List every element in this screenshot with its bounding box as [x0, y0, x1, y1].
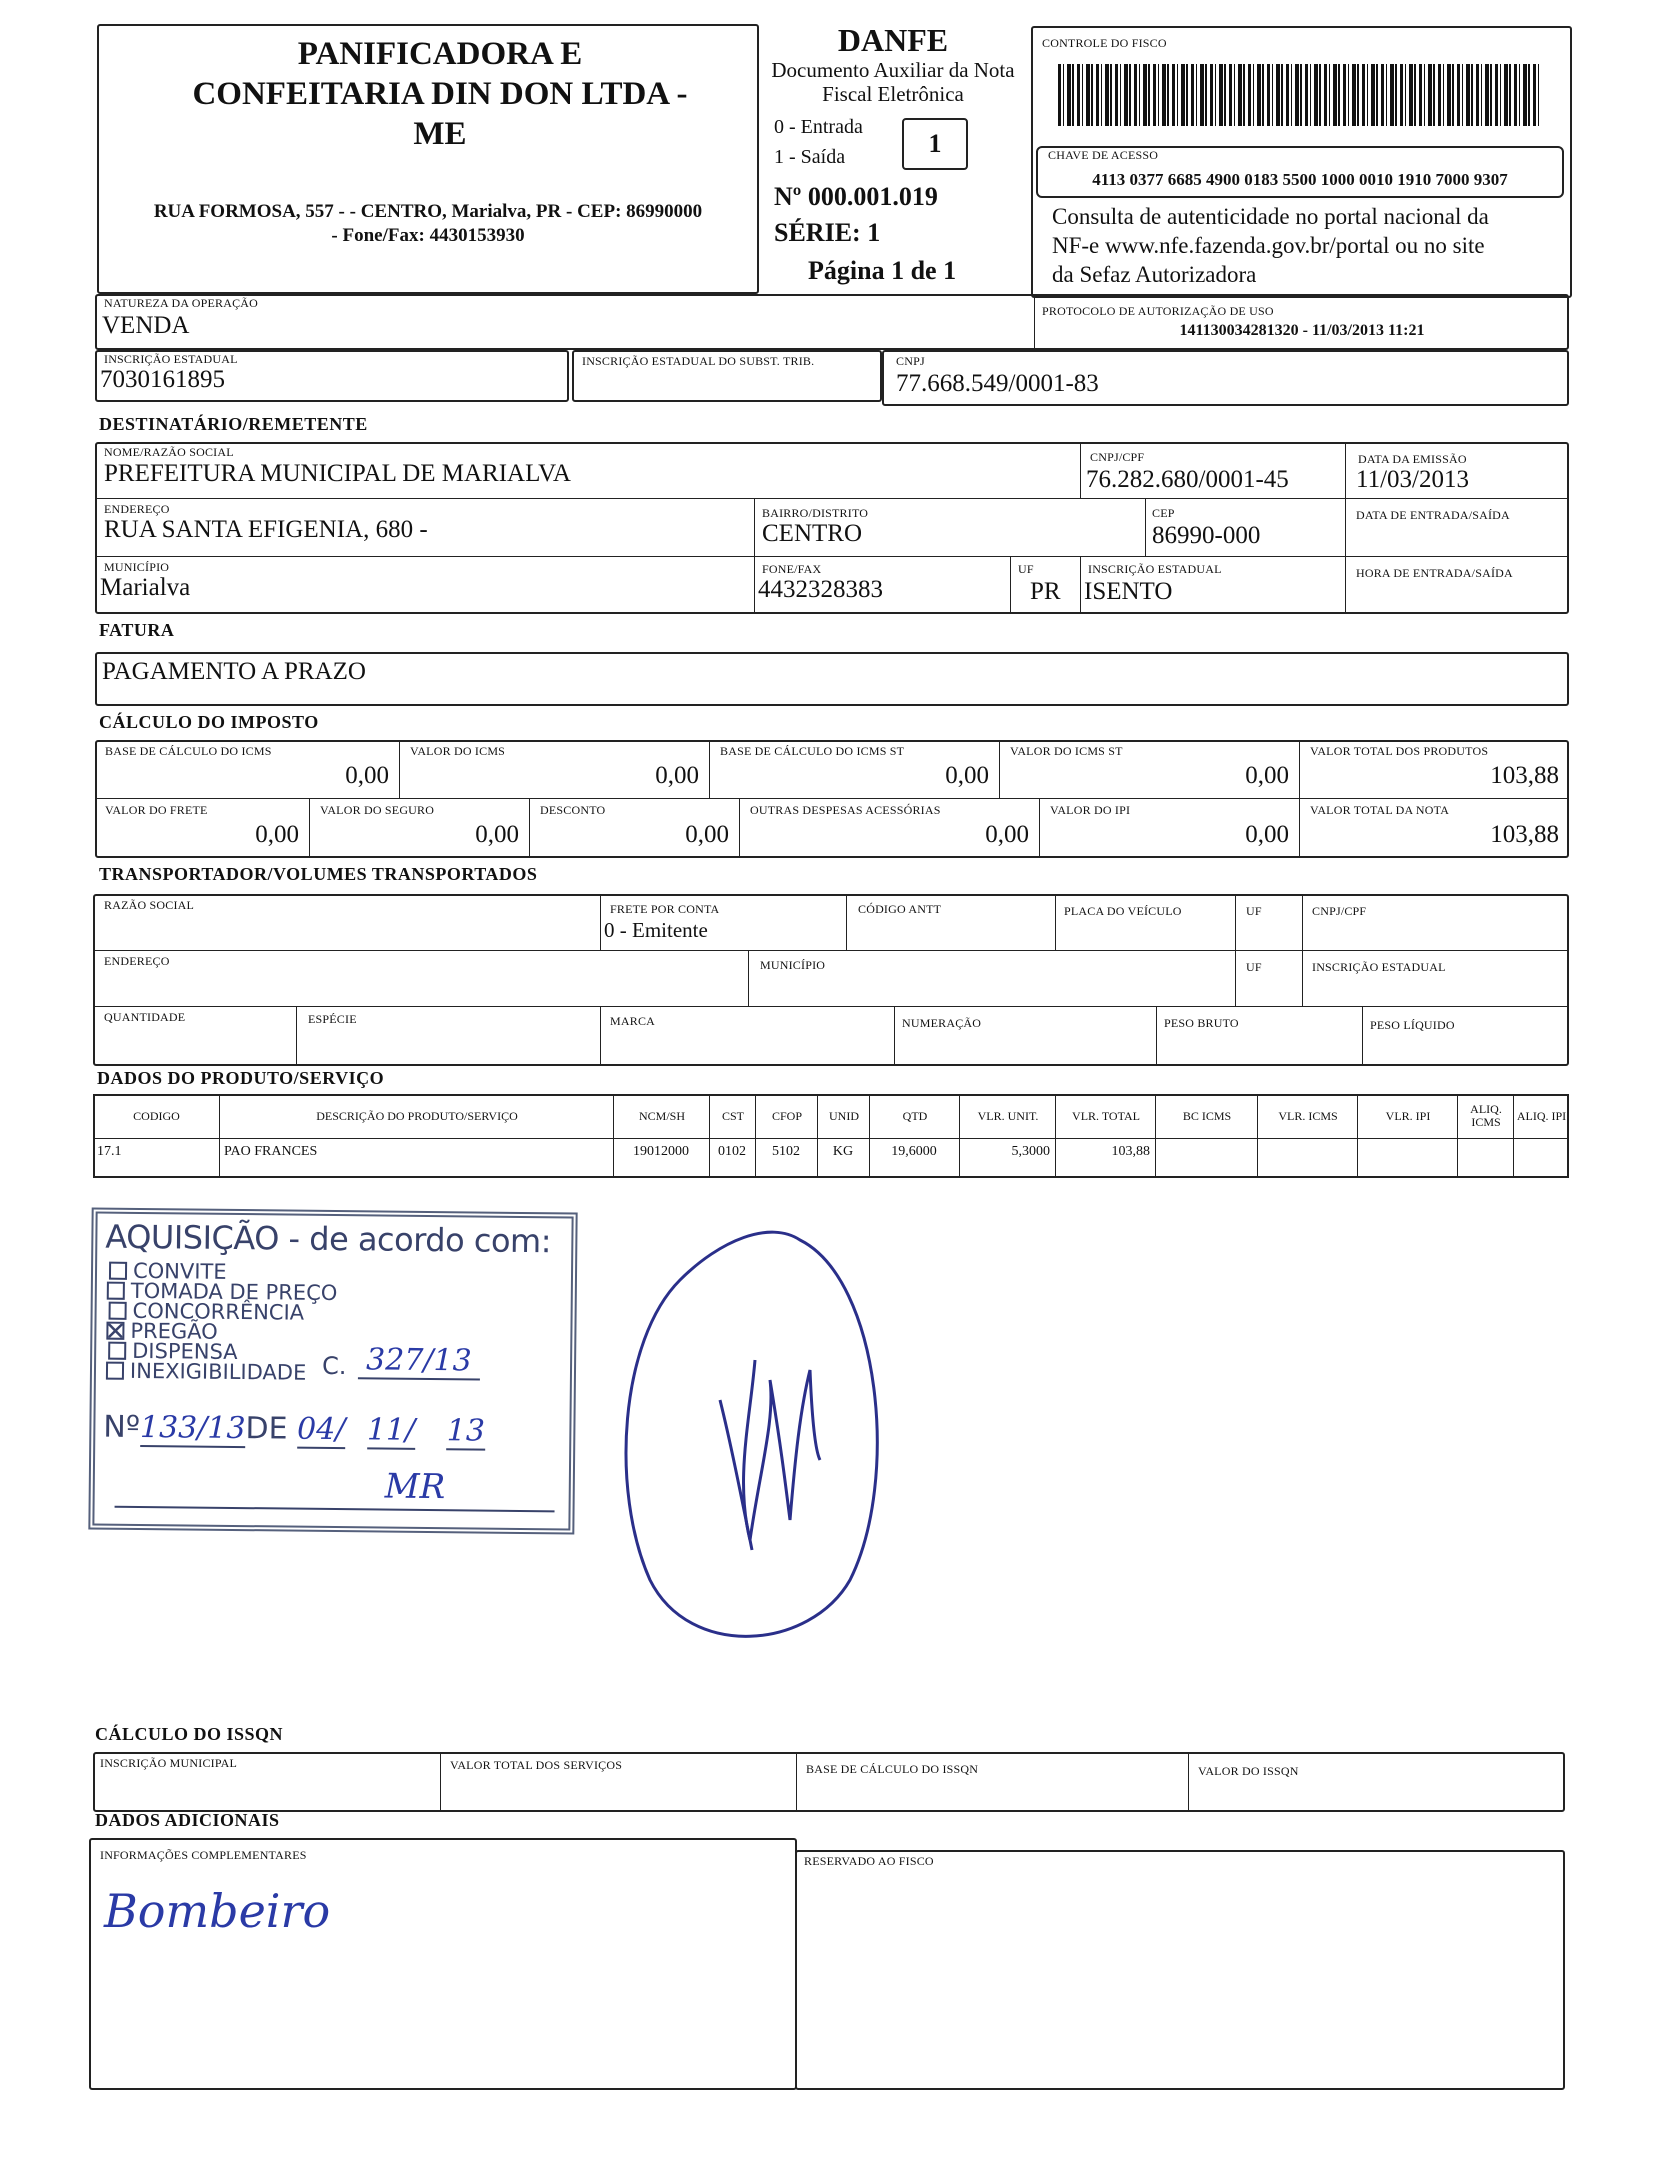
danfe-block	[758, 22, 1028, 292]
transp-uf2-label: UF	[1246, 960, 1262, 974]
produtos-column	[870, 1094, 960, 1178]
stamp-option-label: PREGÃO	[130, 1318, 218, 1344]
signature-scribble	[744, 1360, 820, 1540]
transp-ie-label: INSCRIÇÃO ESTADUAL	[1312, 960, 1446, 974]
issqn-servicos-label: VALOR TOTAL DOS SERVIÇOS	[450, 1758, 623, 1772]
fatura-text: PAGAMENTO A PRAZO	[102, 658, 366, 685]
stamp-signature-line	[115, 1506, 555, 1513]
dest-endereco: RUA SANTA EFIGENIA, 680 -	[104, 516, 428, 543]
imposto-row1-value: 0,00	[1245, 762, 1289, 789]
produtos-column	[1258, 1094, 1358, 1178]
consulta-line3: da Sefaz Autorizadora	[1052, 262, 1257, 287]
imposto-row1-label: BASE DE CÁLCULO DO ICMS	[105, 744, 272, 758]
produtos-cell-cfop: 5102	[772, 1144, 800, 1159]
produtos-column	[1056, 1094, 1156, 1178]
imposto-row2-label: VALOR DO FRETE	[105, 803, 208, 817]
info-label: INFORMAÇÕES COMPLEMENTARES	[100, 1848, 307, 1862]
stamp-de-label: DE	[245, 1411, 288, 1447]
imposto-row2-value: 0,00	[685, 821, 729, 848]
produtos-cell-descricao: PAO FRANCES	[224, 1144, 318, 1159]
transp-hline-1	[93, 950, 1569, 951]
produtos-column	[1156, 1094, 1258, 1178]
imposto-row2-value: 0,00	[255, 821, 299, 848]
transporte-heading: TRANSPORTADOR/VOLUMES TRANSPORTADOS	[99, 864, 538, 884]
issuer-phone: - Fone/Fax: 4430153930	[331, 225, 525, 246]
transp-frete-label: FRETE POR CONTA	[610, 902, 720, 916]
dest-fone: 4432328383	[758, 576, 883, 603]
issqn-valor-label: VALOR DO ISSQN	[1198, 1764, 1299, 1778]
produtos-header-cell: UNID	[829, 1108, 859, 1123]
fatura-heading: FATURA	[99, 620, 175, 640]
transp-placa-label: PLACA DO VEÍCULO	[1064, 904, 1182, 918]
imposto-row2-value: 103,88	[1490, 821, 1559, 848]
dest-fone-label: FONE/FAX	[762, 562, 822, 576]
dest-ie: ISENTO	[1084, 578, 1173, 605]
imposto-row1-label: BASE DE CÁLCULO DO ICMS ST	[720, 744, 905, 758]
imposto-row2-cell	[1300, 799, 1569, 857]
produtos-header-cell: BC ICMS	[1182, 1108, 1232, 1123]
protocolo-label: PROTOCOLO DE AUTORIZAÇÃO DE USO	[1042, 304, 1274, 318]
issqn-v3	[1188, 1752, 1189, 1812]
danfe-title: DANFE	[837, 22, 949, 58]
imposto-row1-label: VALOR TOTAL DOS PRODUTOS	[1310, 744, 1489, 758]
protocolo-value: 141130034281320 - 11/03/2013 11:21	[1179, 322, 1425, 339]
produtos-column	[1358, 1094, 1458, 1178]
dest-nome: PREFEITURA MUNICIPAL DE MARIALVA	[104, 460, 571, 487]
danfe-subtitle1: Documento Auxiliar da Nota	[771, 58, 1015, 82]
issuer-name-line2: CONFEITARIA DIN DON LTDA -	[192, 76, 688, 112]
imposto-row1-label: VALOR DO ICMS	[410, 744, 506, 758]
produtos-header-cell: ALIQ. IPI	[1516, 1108, 1567, 1123]
dest-entrada-label: DATA DE ENTRADA/SAÍDA	[1356, 508, 1510, 522]
transp-numeracao-label: NUMERAÇÃO	[902, 1016, 982, 1030]
fisco-reservado-label: RESERVADO AO FISCO	[804, 1854, 934, 1868]
imposto-row1-label: VALOR DO ICMS ST	[1010, 744, 1123, 758]
ie-value: 7030161895	[100, 366, 225, 393]
produtos-header-cell: VLR. ICMS	[1278, 1108, 1338, 1123]
imposto-row1-cell	[1300, 740, 1569, 798]
danfe-saida: 1 - Saída	[774, 146, 846, 168]
produtos-header-cell: CODIGO	[133, 1108, 180, 1123]
dest-emissao: 11/03/2013	[1356, 466, 1469, 493]
imposto-row1-cell	[400, 740, 710, 798]
destinatario-heading: DESTINATÁRIO/REMETENTE	[99, 414, 368, 434]
produtos-cell-cst: 0102	[718, 1144, 746, 1159]
produtos-cell-unit: 5,3000	[1011, 1144, 1050, 1159]
natureza-value: VENDA	[102, 312, 190, 339]
dest-vline-3	[754, 498, 755, 614]
produtos-column	[960, 1094, 1056, 1178]
transp-v11	[1362, 1006, 1363, 1066]
stamp-option-label: TOMADA DE PREÇO	[130, 1278, 338, 1306]
dest-vline-4	[1145, 498, 1146, 556]
dest-ie-label: INSCRIÇÃO ESTADUAL	[1088, 562, 1222, 576]
ie-label: INSCRIÇÃO ESTADUAL	[104, 352, 238, 366]
checkbox-icon	[107, 1282, 125, 1300]
danfe-type-box	[902, 118, 968, 170]
dest-endereco-label: ENDEREÇO	[104, 502, 170, 516]
checkbox-icon	[108, 1342, 126, 1360]
produtos-column	[93, 1094, 220, 1178]
transp-v4	[1235, 894, 1236, 1006]
transp-v1	[600, 894, 601, 950]
transp-endereco-label: ENDEREÇO	[104, 954, 170, 968]
dest-municipio: Marialva	[100, 574, 191, 601]
dest-bairro-label: BAIRRO/DISTRITO	[762, 506, 869, 520]
danfe-numero: Nº 000.001.019	[774, 182, 938, 211]
produtos-header-cell: VLR. TOTAL	[1072, 1108, 1140, 1123]
danfe-type-value: 1	[928, 129, 942, 158]
ie-st-label: INSCRIÇÃO ESTADUAL DO SUBST. TRIB.	[582, 354, 815, 368]
transp-v6	[748, 950, 749, 1006]
imposto-row2-value: 0,00	[1245, 821, 1289, 848]
transp-cnpj-label: CNPJ/CPF	[1312, 904, 1367, 918]
dest-hline-1	[95, 498, 1569, 499]
produtos-header-cell: VLR. IPI	[1385, 1108, 1431, 1123]
issuer-address-line: RUA FORMOSA, 557 - - CENTRO, Marialva, PR - CEP: 86990000	[153, 201, 703, 222]
stamp-option	[106, 1360, 307, 1384]
stamp-c-value: 327/13	[358, 1342, 480, 1380]
imposto-row1-value: 0,00	[345, 762, 389, 789]
transp-liquido-label: PESO LÍQUIDO	[1370, 1018, 1455, 1032]
stamp-day: 04/	[296, 1411, 346, 1448]
consulta-line1: Consulta de autenticidade no portal nacional da	[1052, 204, 1489, 229]
imposto-row2-cell	[530, 799, 740, 857]
transp-v7	[296, 1006, 297, 1066]
produtos-column	[756, 1094, 818, 1178]
issqn-v1	[440, 1752, 441, 1812]
cnpj-label: CNPJ	[896, 354, 925, 368]
produtos-column	[614, 1094, 710, 1178]
imposto-row1-value: 0,00	[655, 762, 699, 789]
imposto-row2-label: OUTRAS DESPESAS ACESSÓRIAS	[750, 803, 941, 817]
issuer-name-line1: PANIFICADORA E	[297, 36, 583, 72]
transp-uf-label: UF	[1246, 904, 1262, 918]
checkbox-icon	[106, 1362, 124, 1380]
transp-frete-value: 0 - Emitente	[604, 918, 708, 942]
produtos-column	[710, 1094, 756, 1178]
produtos-header-cell: DESCRIÇÃO DO PRODUTO/SERVIÇO	[316, 1108, 518, 1123]
produtos-header-cell: VLR. UNIT.	[977, 1108, 1039, 1123]
stamp-numero	[103, 1410, 485, 1449]
transp-bruto-label: PESO BRUTO	[1164, 1016, 1239, 1030]
imposto-row2-cell	[310, 799, 530, 857]
dest-uf-label: UF	[1018, 562, 1034, 576]
stamp-option-label: CONCORRÊNCIA	[132, 1298, 305, 1325]
imposto-row2-label: VALOR DO SEGURO	[320, 803, 435, 817]
chave-value: 4113 0377 6685 4900 0183 5500 1000 0010 1910 7000 9307	[1092, 170, 1508, 189]
info-handwritten: Bombeiro	[104, 1884, 331, 1938]
stamp-initials: MR	[384, 1466, 446, 1508]
issuer-name-line3: ME	[413, 116, 467, 152]
cnpj-value: 77.668.549/0001-83	[896, 370, 1099, 397]
fisco-reservado-box	[795, 1850, 1565, 2090]
dest-vline-6	[1080, 556, 1081, 614]
produtos-cell-qtd: 19,6000	[891, 1144, 937, 1159]
produtos-column	[818, 1094, 870, 1178]
adicionais-heading: DADOS ADICIONAIS	[95, 1810, 280, 1830]
transp-quantidade-label: QUANTIDADE	[104, 1010, 186, 1024]
aquisicao-stamp	[88, 1207, 577, 1534]
transp-razao-label: RAZÃO SOCIAL	[104, 898, 195, 912]
controle-fisco-label: CONTROLE DO FISCO	[1042, 36, 1167, 50]
transp-v5	[1302, 894, 1303, 1006]
imposto-row1-value: 0,00	[945, 762, 989, 789]
stamp-month: 11/	[366, 1412, 416, 1448]
stamp-c-label: C.	[321, 1351, 347, 1381]
barcode	[1058, 64, 1542, 126]
dest-vline-1	[1080, 442, 1081, 498]
dest-cnpj-label: CNPJ/CPF	[1090, 450, 1145, 464]
dest-municipio-label: MUNICÍPIO	[104, 560, 170, 574]
dest-nome-label: NOME/RAZÃO SOCIAL	[104, 445, 234, 459]
checkbox-checked-icon	[106, 1322, 124, 1340]
issqn-box	[93, 1752, 1565, 1812]
imposto-row2-cell	[95, 799, 310, 857]
dest-uf: PR	[1030, 578, 1061, 605]
imposto-row2-value: 0,00	[475, 821, 519, 848]
danfe-pagina: Página 1 de 1	[808, 256, 957, 285]
dest-emissao-label: DATA DA EMISSÃO	[1358, 452, 1467, 466]
transporte-box	[93, 894, 1569, 1066]
dest-cep-label: CEP	[1152, 506, 1175, 520]
dest-hora-label: HORA DE ENTRADA/SAÍDA	[1356, 566, 1513, 580]
dest-cep: 86990-000	[1152, 522, 1261, 549]
transp-v8	[600, 1006, 601, 1066]
transp-marca-label: MARCA	[610, 1014, 656, 1028]
issqn-im-label: INSCRIÇÃO MUNICIPAL	[100, 1756, 238, 1770]
transp-municipio-label: MUNICÍPIO	[760, 958, 826, 972]
imposto-row1-value: 103,88	[1490, 762, 1559, 789]
transp-v2	[846, 894, 847, 950]
issqn-heading: CÁLCULO DO ISSQN	[95, 1724, 284, 1744]
produtos-cell-codigo: 17.1	[97, 1144, 122, 1159]
transp-v9	[894, 1006, 895, 1066]
danfe-serie: SÉRIE: 1	[774, 218, 881, 247]
imposto-row1-cell	[710, 740, 1000, 798]
stamp-option-label: DISPENSA	[132, 1338, 238, 1364]
dest-vline-5	[1010, 556, 1011, 614]
imposto-row2-cell	[740, 799, 1040, 857]
produtos-header-cell: ALIQ. ICMS	[1470, 1102, 1502, 1129]
produtos-header-cell: CST	[721, 1108, 744, 1123]
produtos-column	[1514, 1094, 1569, 1178]
dest-bairro: CENTRO	[762, 520, 862, 547]
signature	[600, 1220, 900, 1660]
chave-label: CHAVE DE ACESSO	[1048, 148, 1159, 162]
dest-vline-2	[1345, 442, 1346, 614]
transp-v10	[1156, 1006, 1157, 1066]
stamp-numero-prefix: Nº	[103, 1409, 141, 1445]
transp-hline-2	[93, 1006, 1569, 1007]
transp-v3	[1055, 894, 1056, 950]
stamp-title: AQUISIÇÃO - de acordo com:	[105, 1217, 552, 1261]
stamp-numero-value: 133/13	[139, 1409, 246, 1447]
produtos-column	[1458, 1094, 1514, 1178]
produtos-header-cell: NCM/SH	[638, 1108, 685, 1123]
imposto-heading: CÁLCULO DO IMPOSTO	[99, 712, 319, 732]
produtos-header-cell: CFOP	[771, 1108, 803, 1123]
issuer-name	[190, 34, 690, 154]
dest-cnpj: 76.282.680/0001-45	[1086, 466, 1289, 493]
imposto-row2-label: DESCONTO	[540, 803, 606, 817]
consulta-text	[1052, 202, 1489, 289]
stamp-year: 13	[446, 1413, 486, 1449]
imposto-row2-value: 0,00	[985, 821, 1029, 848]
stamp-option-label: CONVITE	[132, 1258, 227, 1284]
imposto-row2-label: VALOR TOTAL DA NOTA	[1310, 803, 1450, 817]
produtos-cell-unid: KG	[832, 1144, 854, 1159]
info-box	[89, 1838, 797, 2090]
issqn-v2	[796, 1752, 797, 1812]
consulta-line2: NF-e www.nfe.fazenda.gov.br/portal ou no site	[1052, 233, 1485, 258]
imposto-row1-cell	[95, 740, 400, 798]
check-x-icon	[108, 1324, 122, 1338]
produtos-column	[220, 1094, 614, 1178]
produtos-cell-ncm: 19012000	[633, 1144, 689, 1159]
natureza-label: NATUREZA DA OPERAÇÃO	[104, 296, 259, 310]
imposto-row1-cell	[1000, 740, 1300, 798]
imposto-row2-cell	[1040, 799, 1300, 857]
transp-especie-label: ESPÉCIE	[308, 1012, 357, 1026]
produtos-heading: DADOS DO PRODUTO/SERVIÇO	[97, 1068, 385, 1088]
issqn-base-label: BASE DE CÁLCULO DO ISSQN	[806, 1762, 979, 1776]
produtos-header-cell: QTD	[902, 1108, 928, 1123]
signature-oval	[626, 1232, 877, 1636]
issuer-address	[102, 200, 754, 248]
danfe-subtitle2: Fiscal Eletrônica	[822, 82, 964, 106]
checkbox-icon	[109, 1262, 127, 1280]
checkbox-icon	[109, 1302, 127, 1320]
stamp-option-label: INEXIGIBILIDADE	[129, 1358, 307, 1385]
produtos-cell-total: 103,88	[1111, 1144, 1150, 1159]
danfe-entrada: 0 - Entrada	[774, 116, 863, 138]
imposto-row2-label: VALOR DO IPI	[1050, 803, 1131, 817]
transp-antt-label: CÓDIGO ANTT	[858, 902, 942, 916]
dest-hline-2	[95, 556, 1569, 557]
